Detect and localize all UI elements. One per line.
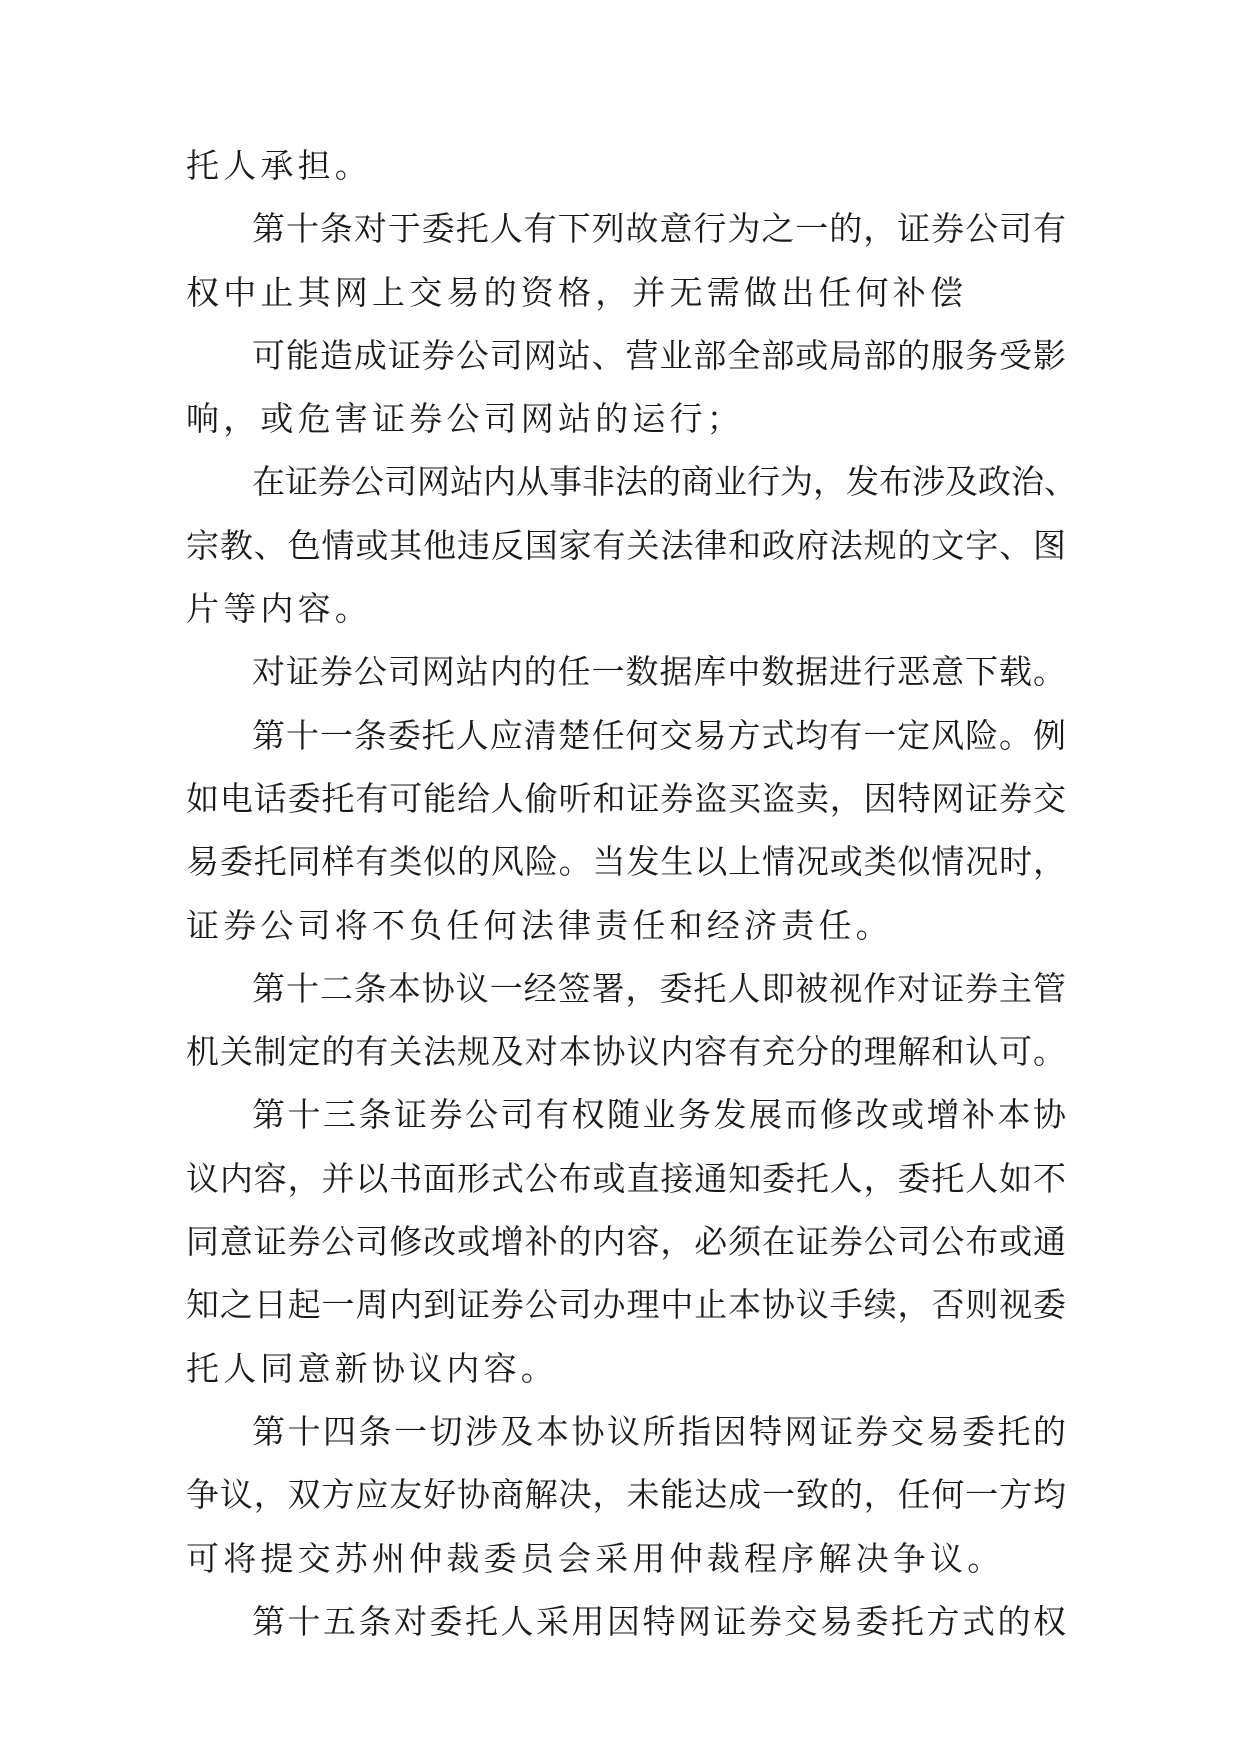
paragraph-item-1: [186, 335, 1066, 465]
text-line: 知之日起一周内到证券公司办理中止本协议手续，否则视委: [186, 1285, 1066, 1325]
text-line: 托人承担。: [186, 146, 372, 185]
text-line: 证券公司将不负任何法律责任和经济责任。: [186, 905, 893, 945]
paragraph-item-3: [186, 654, 1066, 717]
text-line: 宗教、色情或其他违反国家有关法律和政府法规的文字、图: [186, 525, 1066, 565]
text-line: 可能造成证券公司网站、营业部全部或局部的服务受影: [252, 335, 1066, 375]
text-line: 片等内容。: [186, 589, 372, 629]
text-line: 争议，双方应友好协商解决，未能达成一致的，任何一方均: [186, 1475, 1066, 1515]
text-line: 议内容，并以书面形式公布或直接通知委托人，委托人如不: [186, 1158, 1066, 1198]
text-line: 可将提交苏州仲裁委员会采用仲裁程序解决争议。: [186, 1538, 1005, 1578]
paragraph-item-2: [186, 462, 1077, 654]
text-line: 第十二条本协议一经签署，委托人即被视作对证券主管: [252, 968, 1066, 1008]
text-line: 权中止其网上交易的资格，并无需做出任何补偿: [186, 272, 968, 312]
paragraph-continuation: [186, 148, 1066, 211]
text-line: 同意证券公司修改或增补的内容，必须在证券公司公布或通: [186, 1222, 1066, 1262]
text-line: 第十条对于委托人有下列故意行为之一的，证券公司有: [252, 209, 1066, 249]
text-line: 第十四条一切涉及本协议所指因特网证券交易委托的: [252, 1411, 1066, 1451]
text-line: 在证券公司网站内从事非法的商业行为，发布涉及政治、: [252, 462, 1077, 502]
paragraph-article-15: [186, 1601, 1066, 1667]
text-line: 对证券公司网站内的任一数据库中数据进行恶意下载。: [252, 652, 1066, 692]
paragraph-article-14: [186, 1411, 1066, 1604]
paragraph-article-12: [186, 968, 1066, 1098]
document-body: [186, 146, 1077, 1667]
text-line: 第十五条对委托人采用因特网证券交易委托方式的权: [252, 1601, 1066, 1641]
paragraph-article-13: [186, 1097, 1066, 1413]
text-line: 如电话委托有可能给人偷听和证券盗买盗卖，因特网证券交: [186, 778, 1066, 818]
text-line: 机关制定的有关法规及对本协议内容有充分的理解和认可。: [186, 1032, 1066, 1072]
text-line: 第十三条证券公司有权随业务发展而修改或增补本协: [252, 1095, 1066, 1135]
text-line: 托人同意新协议内容。: [186, 1348, 558, 1388]
paragraph-article-10: [186, 211, 1066, 338]
text-line: 易委托同样有类似的风险。当发生以上情况或类似情况时，: [186, 842, 1066, 882]
text-line: 响，或危害证券公司网站的运行；: [186, 399, 744, 439]
text-line: 第十一条委托人应清楚任何交易方式均有一定风险。例: [252, 715, 1066, 755]
paragraph-article-11: [186, 715, 1066, 971]
